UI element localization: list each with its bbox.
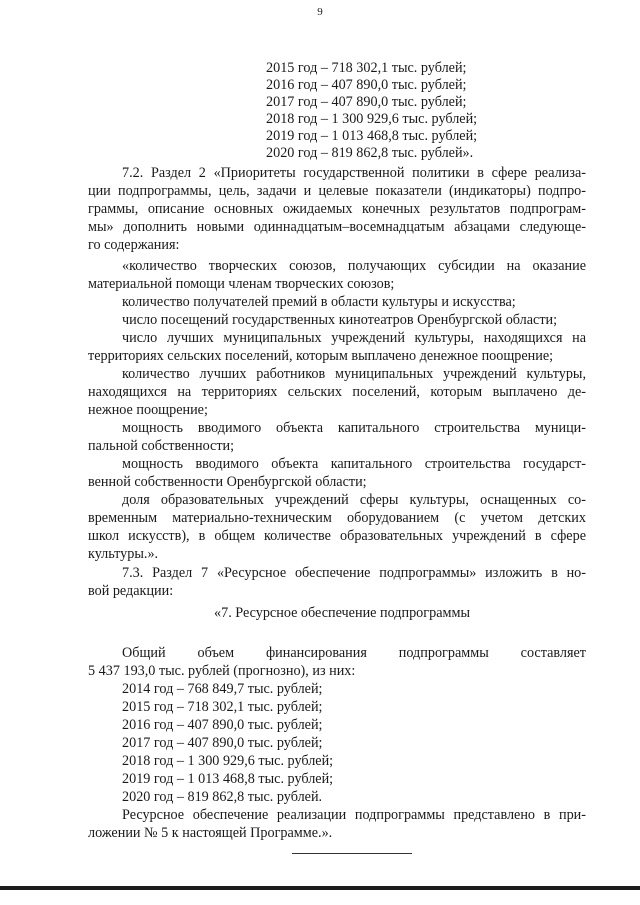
separator-line	[292, 853, 412, 854]
indicator-line: территориях сельских поселений, которым выплачено денежное поощрение;	[88, 348, 554, 364]
funding-year: 2016 год – 407 890,0 тыс. рублей;	[122, 717, 323, 733]
paragraph-line: мы» дополнить новыми одиннадцатым–восемнадцатым абзацами следующе-	[88, 219, 586, 235]
indicator-line: доля образовательных учреждений сферы культуры, оснащенных со-	[122, 492, 586, 508]
indicator-line: находящихся на территориях сельских поселений, которым выплачено де-	[88, 384, 586, 400]
paragraph-line: вой редакции:	[88, 583, 174, 599]
funding-year: 2015 год – 718 302,1 тыс. рублей;	[122, 699, 323, 715]
indicator-line: нежное поощрение;	[88, 402, 208, 418]
indicator-line: мощность вводимого объекта капитального строительства государст-	[122, 456, 586, 472]
paragraph-line: 7.2. Раздел 2 «Приоритеты государственной политики в сфере реализа-	[122, 165, 586, 181]
indicator-line: «количество творческих союзов, получающих субсидии на оказание	[122, 258, 586, 274]
indicator-line: материальной помощи членам творческих союзов;	[88, 276, 395, 292]
indicator-line: количество лучших работников муниципальных учреждений культуры,	[122, 366, 586, 382]
footer-rule	[0, 886, 640, 890]
funding-line: Общий объем финансирования подпрограммы составляет	[122, 645, 586, 661]
paragraph-line: граммы, описание основных ожидаемых конечных результатов подпрограм-	[88, 201, 586, 217]
indicator-line: количество получателей премий в области культуры и искусства;	[122, 294, 516, 310]
funding-year: 2018 год – 1 300 929,6 тыс. рублей;	[122, 753, 334, 769]
year-line: 2018 год – 1 300 929,6 тыс. рублей;	[266, 111, 478, 127]
funding-year: 2014 год – 768 849,7 тыс. рублей;	[122, 681, 323, 697]
year-line: 2015 год – 718 302,1 тыс. рублей;	[266, 60, 467, 76]
indicator-line: венной собственности Оренбургской области;	[88, 474, 367, 490]
funding-year: 2020 год – 819 862,8 тыс. рублей.	[122, 789, 323, 805]
year-line: 2019 год – 1 013 468,8 тыс. рублей;	[266, 128, 478, 144]
year-line: 2017 год – 407 890,0 тыс. рублей;	[266, 94, 467, 110]
indicator-line: мощность вводимого объекта капитального строительства муници-	[122, 420, 586, 436]
indicator-line: пальной собственности;	[88, 438, 235, 454]
year-line: 2016 год – 407 890,0 тыс. рублей;	[266, 77, 467, 93]
indicator-line: школ искусств), в общем количестве образовательных учреждений в сфере	[88, 528, 586, 544]
indicator-line: число посещений государственных кинотеатров Оренбургской области;	[122, 312, 558, 328]
indicator-line: временным материально-техническим оборудованием (с учетом детских	[88, 510, 586, 526]
funding-year: 2017 год – 407 890,0 тыс. рублей;	[122, 735, 323, 751]
paragraph-line: ции подпрограммы, цель, задачи и целевые показатели (индикаторы) подпро-	[88, 183, 586, 199]
indicator-line: число лучших муниципальных учреждений культуры, находящихся на	[122, 330, 586, 346]
funding-year: 2019 год – 1 013 468,8 тыс. рублей;	[122, 771, 334, 787]
paragraph-line: 7.3. Раздел 7 «Ресурсное обеспечение подпрограммы» изложить в но-	[122, 565, 586, 581]
paragraph-line: го содержания:	[88, 237, 180, 253]
indicator-line: культуры.».	[88, 546, 159, 562]
funding-line: 5 437 193,0 тыс. рублей (прогнозно), из них:	[88, 663, 356, 679]
year-line: 2020 год – 819 862,8 тыс. рублей».	[266, 145, 474, 161]
page-number: 9	[317, 6, 323, 18]
closing-line: Ресурсное обеспечение реализации подпрограммы представлено в при-	[122, 807, 586, 823]
closing-line: ложении № 5 к настоящей Программе.».	[88, 825, 333, 841]
section-heading: «7. Ресурсное обеспечение подпрограммы	[214, 605, 470, 621]
